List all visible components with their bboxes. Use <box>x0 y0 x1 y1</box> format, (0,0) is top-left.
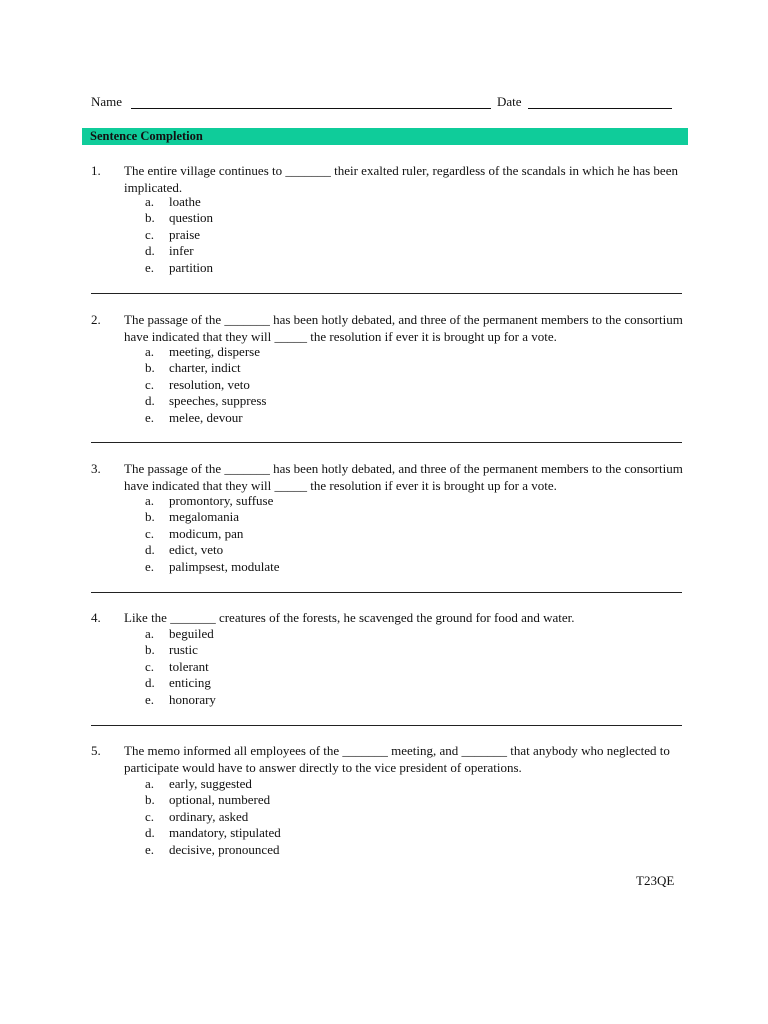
choice-letter: c. <box>145 808 155 824</box>
section-header-bar <box>82 128 688 145</box>
choice-letter: a. <box>145 344 155 359</box>
choice-letter: d. <box>145 675 155 691</box>
choice-answer: decisive, pronounced <box>169 841 280 857</box>
choice-answer: meeting, disperse <box>169 344 260 359</box>
choice-letter: e. <box>145 259 155 275</box>
choice-answer: beguiled <box>169 626 214 641</box>
choice-letter: e. <box>145 841 155 857</box>
choice-letter: b. <box>145 642 155 658</box>
choice-letter: c. <box>145 376 155 392</box>
question-divider <box>91 725 682 726</box>
choice-answer: ordinary, asked <box>169 808 249 824</box>
choice-answer: resolution, veto <box>169 376 250 392</box>
date-blank[interactable] <box>528 108 672 109</box>
choice-letter: b. <box>145 360 155 376</box>
choice-letter: c. <box>145 525 155 541</box>
question-text: The passage of the _______ has been hotly debated, and three of the permanent members to the consortium have indicated that they will _____ the resolution if ever it is brought up for a vote. <box>124 312 683 344</box>
choice-answer: early, suggested <box>169 776 252 791</box>
choice-letter: a. <box>145 776 155 791</box>
question-text: The passage of the _______ has been hotly debated, and three of the permanent members to the consortium have indicated that they will _____ the resolution if ever it is brought up for a vote. <box>124 461 683 493</box>
question-divider <box>91 592 682 593</box>
choice-letter: d. <box>145 393 155 409</box>
choice-answer: melee, devour <box>169 409 243 425</box>
choice-letter: e. <box>145 691 155 707</box>
choice-letter: b. <box>145 509 155 525</box>
choice-answer: edict, veto <box>169 542 224 558</box>
choice-answer: partition <box>169 259 214 275</box>
choice-letter: a. <box>145 493 155 508</box>
choice-letter: d. <box>145 542 155 558</box>
name-blank[interactable] <box>131 108 491 109</box>
choice-answer: megalomania <box>169 509 240 525</box>
question-divider <box>91 293 682 294</box>
name-label: Name <box>91 94 123 109</box>
section-title: Sentence Completion <box>90 129 203 143</box>
choice-answer: infer <box>169 243 194 259</box>
choice-answer: promontory, suffuse <box>169 493 274 508</box>
choice-letter: b. <box>145 792 155 808</box>
choice-answer: optional, numbered <box>169 792 271 808</box>
choice-answer: enticing <box>169 675 211 691</box>
choice-letter: a. <box>145 626 155 641</box>
choice-answer: question <box>169 210 214 226</box>
choice-answer: honorary <box>169 691 216 707</box>
choice-answer: speeches, suppress <box>169 393 267 409</box>
choice-answer: praise <box>169 226 201 242</box>
choice-letter: c. <box>145 226 155 242</box>
question-number: 1. <box>91 163 101 178</box>
choice-answer: tolerant <box>169 658 209 674</box>
choice-letter: d. <box>145 243 155 259</box>
question-number: 3. <box>91 461 101 476</box>
choice-letter: b. <box>145 210 155 226</box>
choice-answer: palimpsest, modulate <box>169 558 280 574</box>
question-divider <box>91 442 682 443</box>
choice-letter: e. <box>145 558 155 574</box>
choice-letter: e. <box>145 409 155 425</box>
date-label: Date <box>497 94 522 109</box>
question-text: The entire village continues to _______ their exalted ruler, regardless of the scandals in which he has been implicated. <box>124 163 678 195</box>
header-line <box>91 94 681 112</box>
choice-answer: modicum, pan <box>169 525 244 541</box>
question-number: 4. <box>91 610 101 625</box>
question-text: The memo informed all employees of the _______ meeting, and _______ that anybody who neglected to participate would have to answer directly to the vice president of operations. <box>124 743 670 775</box>
document-code: T23QE <box>636 873 675 888</box>
question-number: 2. <box>91 312 101 327</box>
choice-letter: a. <box>145 194 155 209</box>
choice-answer: mandatory, stipulated <box>169 825 281 841</box>
question-number: 5. <box>91 743 101 758</box>
choice-letter: c. <box>145 658 155 674</box>
choice-letter: d. <box>145 825 155 841</box>
choice-answer: loathe <box>169 194 201 209</box>
question-text: Like the _______ creatures of the forests, he scavenged the ground for food and water. <box>124 610 575 625</box>
choice-answer: charter, indict <box>169 360 241 376</box>
choice-answer: rustic <box>169 642 198 658</box>
